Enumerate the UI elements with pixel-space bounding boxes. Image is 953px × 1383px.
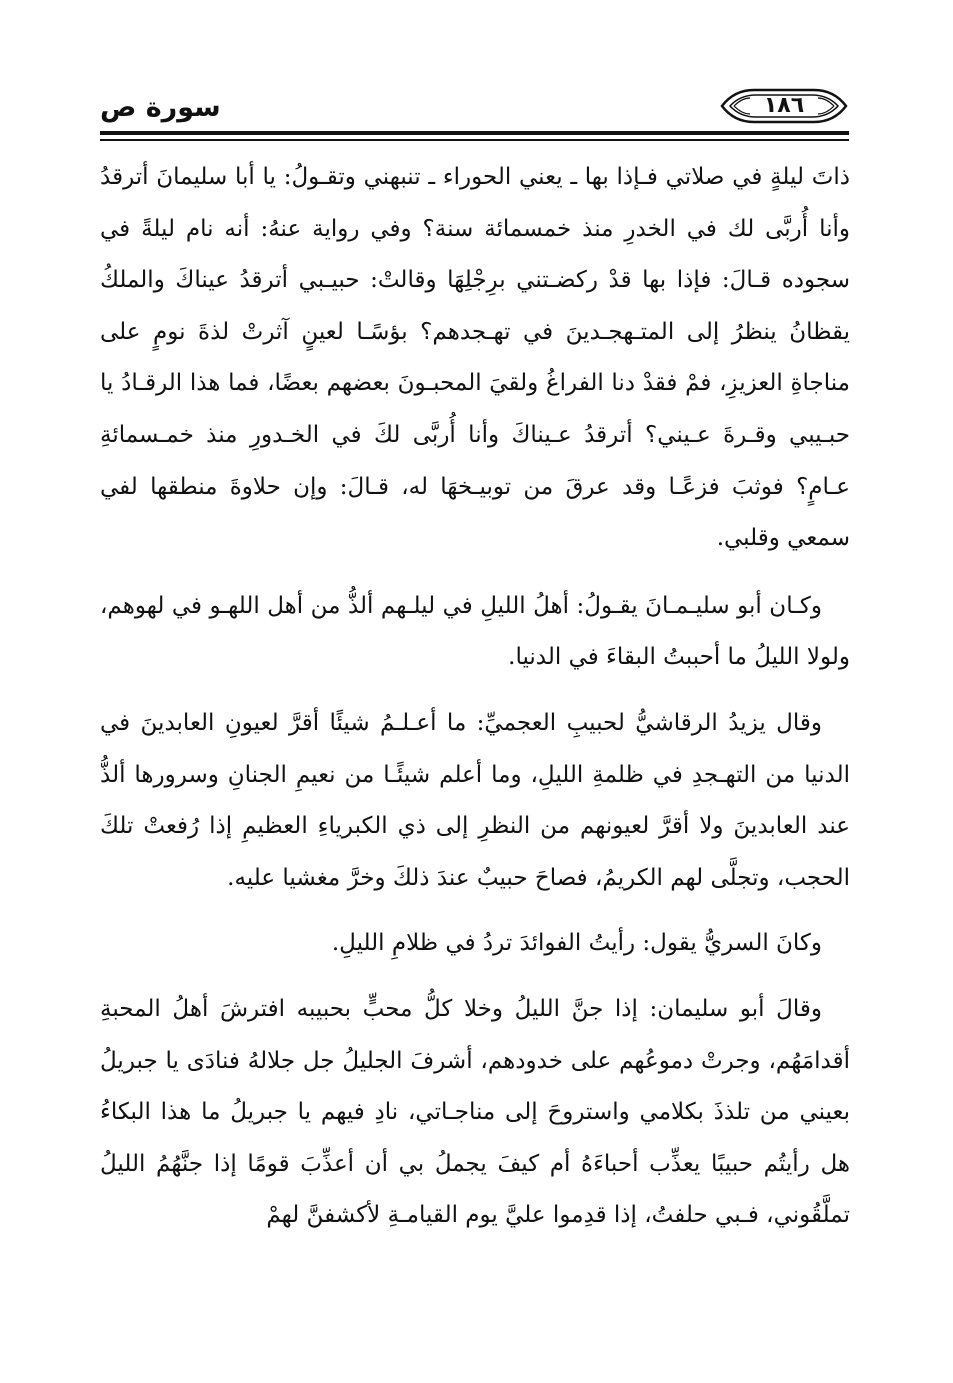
- paragraph: ذاتَ ليلةٍ في صلاتي فـإذا بها ـ يعني الحوراء ـ تنبهني وتقـولُ: يا أبا سليمانَ أترقدُ وأنا أُربَّى لك في الخدرِ منذ خمسمائة سنة؟ وفي رواية عنهُ: أنه نام ليلةً في سجوده قـالَ: فإذا بها قدْ ركضـتني برِجْلِهَا وقالتْ: حبيـبي أترقدُ عيناكَ والملكُ يقظانُ ينظرُ إلى المتـهجـدينَ في تهـجدهم؟ بؤسًـا لعينٍ آثرتْ لذةَ نومٍ على مناجاةِ العزيزِ، فمْ فقدْ دنا الفراغُ ولقيَ المحبـونَ بعضهم بعضًا، فما هذا الرقـادُ يا حبـيبي وقـرةَ عـيني؟ أترقدُ عـيناكَ وأنا أُربَّى لكَ في الخـدورِ منذ خمـسمائةِ عـامٍ؟ فوثبَ فزعًـا وقد عرقَ من توبيـخهَا له، قـالَ: وإن حلاوةَ منطقها لفي سمعي وقلبي.: [100, 164, 850, 552]
- page-header: [100, 82, 848, 128]
- paragraph: وكـان أبو سليـمـانَ يقـولُ: أهلُ الليلِ في ليلـهم ألذُّ من أهل اللهـو في لهوهم، ولولا الليلُ ما أحببتُ البقاءَ في الدنيا.: [100, 592, 850, 671]
- page-number-badge: [720, 86, 848, 126]
- paragraph: وقال يزيدُ الرقاشيُّ لحبيبِ العجميِّ: ما أعـلـمُ شيئًا أقرَّ لعيونِ العابدينَ في الدنيا من التهـجدِ في ظلمةِ الليلِ، وما أعلم شيئًـا من نعيمِ الجنانِ وسرورها ألذُّ عند العابدينَ ولا أقرَّ لعيونهم من النظرِ إلى ذي الكبرياءِ العظيمِ إذا رُفعتْ تلكَ الحجب، وتجلَّى لهم الكريمُ، فصاحَ حبيبٌ عندَ ذلكَ وخرَّ مغشيا عليه.: [100, 709, 850, 891]
- page-number: ١٨٦: [763, 93, 805, 118]
- header-rule-thin: [100, 139, 849, 141]
- header-rule-thick: [100, 131, 849, 135]
- body-text: [100, 152, 850, 1256]
- paragraph: وكانَ السريُّ يقول: رأيتُ الفوائدَ تردُ في ظلامِ الليلِ.: [331, 930, 822, 957]
- surah-title: سورة ص: [100, 92, 221, 123]
- paragraph: وقالَ أبو سليمان: إذا جنَّ الليلُ وخلا كلُّ محبٍّ بحبيبه افترشَ أهلُ المحبةِ أقدامَهُم، وجرتْ دموعُهم على خدودهم، أشرفَ الجليلُ جل جلالهُ فنادَى يا جبريلُ بعيني من تلذذَ بكلامي واستروحَ إلى مناجـاتي، نادِ فيهم يا جبريلُ ما هذا البكاءُ هل رأيتُم حبيبًا يعذِّب أحباءَهُ أم كيفَ يجملُ بي أن أعذِّبَ قومًا إذا جنَّهُمُ الليلُ تملَّقُوني، فـبي حلفتُ، إذا قدِموا عليَّ يوم القيامـةِ لأكشفنَّ لهمْ: [100, 995, 850, 1229]
